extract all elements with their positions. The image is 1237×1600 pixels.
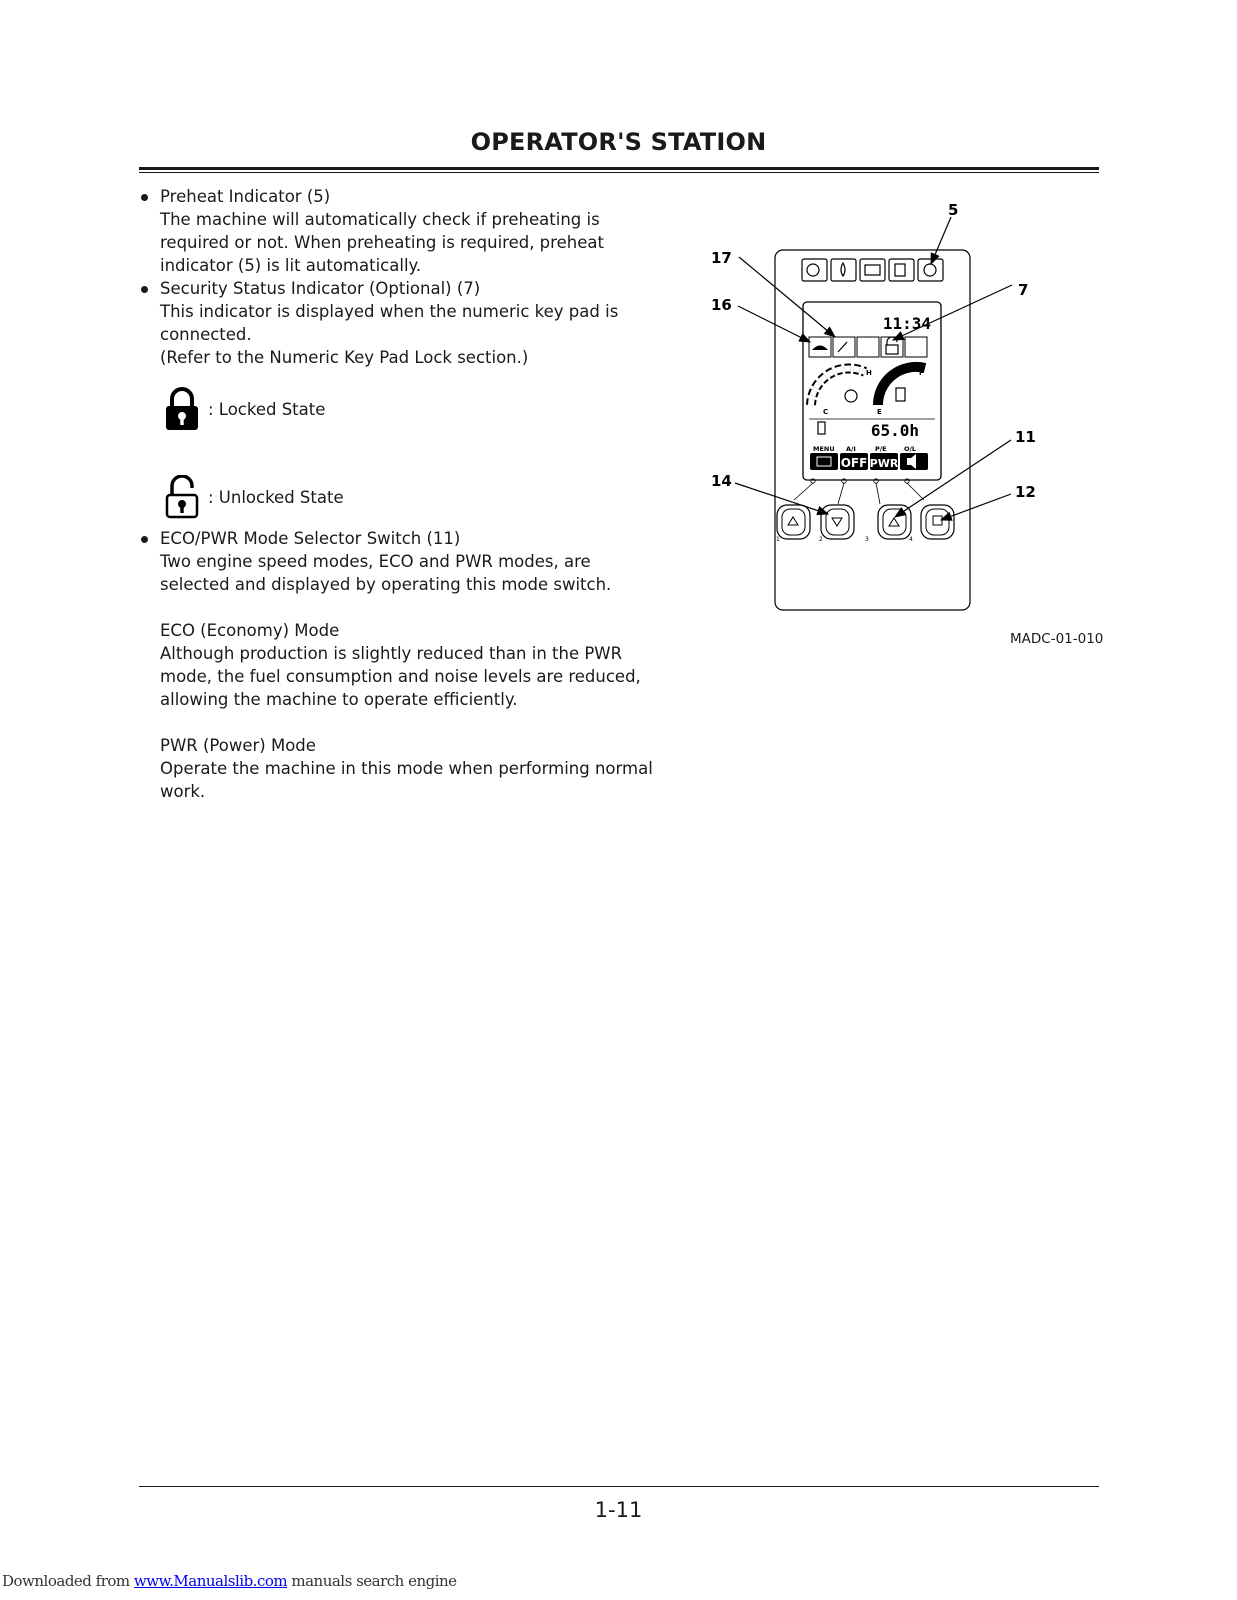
- auto-idle-slot: [833, 337, 855, 357]
- gauge-label-f: F: [919, 369, 924, 377]
- button-number: 4: [909, 536, 913, 543]
- ol-label: O/L: [904, 445, 917, 453]
- callout-5: 5: [948, 201, 959, 219]
- item-line: Two engine speed modes, ECO and PWR modes, are: [160, 552, 591, 571]
- text-column: [140, 185, 660, 803]
- menu-label: MENU: [813, 445, 835, 453]
- pwr-mode-line: work.: [160, 782, 206, 801]
- pwr-mode-line: Operate the machine in this mode when performing normal: [160, 759, 653, 778]
- callout-11: 11: [1015, 428, 1036, 446]
- item-line: This indicator is displayed when the numeric key pad is: [160, 302, 619, 321]
- button-3-face[interactable]: [883, 509, 906, 535]
- page-title: OPERATOR'S STATION: [470, 128, 767, 156]
- button-number: 3: [865, 536, 869, 543]
- hour-meter-readout: 65.0h: [870, 421, 919, 440]
- eco-mode-heading: ECO (Economy) Mode: [160, 621, 340, 640]
- indicator-slot: [889, 259, 914, 281]
- unlocked-state-label: : Unlocked State: [208, 488, 344, 507]
- unlocked-padlock-icon: [162, 475, 202, 519]
- download-footer: [2, 1572, 457, 1590]
- item-heading: Security Status Indicator (Optional) (7): [160, 279, 481, 298]
- gauge-label-e: E: [877, 408, 882, 416]
- download-prefix: Downloaded from: [2, 1572, 134, 1590]
- title-rule-thin: [139, 172, 1099, 173]
- gauge-label-h: H: [866, 369, 872, 377]
- locked-state-label: : Locked State: [208, 400, 326, 419]
- indicator-slot: [802, 259, 827, 281]
- indicator-slot: [918, 259, 943, 281]
- unlocked-state-row: [140, 475, 660, 520]
- item-line: required or not. When preheating is required, preheat: [160, 233, 604, 252]
- list-item-preheat: [140, 185, 660, 277]
- bullet-dot: [141, 536, 148, 543]
- blank-slot: [857, 337, 879, 357]
- locked-state-row: [140, 387, 660, 432]
- button-number: 2: [819, 536, 823, 543]
- manualslib-link[interactable]: www.Manualslib.com: [133, 1572, 288, 1590]
- eco-mode-line: Although production is slightly reduced than in the PWR: [160, 644, 623, 663]
- bullet-dot: [141, 286, 148, 293]
- item-heading: ECO/PWR Mode Selector Switch (11): [160, 529, 461, 548]
- indicator-slot: [831, 259, 856, 281]
- auto-idle-value: OFF: [840, 456, 868, 470]
- power-mode-value: PWR: [869, 457, 899, 470]
- callout-7: 7: [1018, 281, 1029, 299]
- figure-code: MADC-01-010: [1010, 631, 1104, 647]
- indicator-slot: [860, 259, 885, 281]
- item-line: connected.: [160, 325, 252, 344]
- button-2-face[interactable]: [826, 509, 849, 535]
- locked-padlock-icon: [162, 387, 202, 431]
- ai-label: A/I: [846, 445, 856, 453]
- footer-rule: [139, 1486, 1099, 1487]
- monitor-diagram: [705, 200, 1105, 660]
- pe-label: P/E: [875, 445, 887, 453]
- bullet-dot: [141, 194, 148, 201]
- list-item-mode-switch: [140, 527, 660, 803]
- callout-14: 14: [711, 472, 732, 490]
- warning-indicator-strip: [802, 259, 943, 281]
- eco-mode-line: mode, the fuel consumption and noise levels are reduced,: [160, 667, 641, 686]
- callout-16: 16: [711, 296, 732, 314]
- list-item-security: [140, 277, 660, 369]
- button-number: 1: [776, 536, 780, 543]
- item-line: (Refer to the Numeric Key Pad Lock section.): [160, 348, 529, 367]
- title-rule-thick: [139, 167, 1099, 170]
- eco-mode-line: allowing the machine to operate efficiently.: [160, 690, 518, 709]
- item-line: indicator (5) is lit automatically.: [160, 256, 422, 275]
- page-number: 1-11: [594, 1498, 643, 1522]
- blank-slot: [905, 337, 927, 357]
- item-line: The machine will automatically check if preheating is: [160, 210, 600, 229]
- callout-12: 12: [1015, 483, 1036, 501]
- button-1-face[interactable]: [782, 509, 805, 535]
- menu-softkey: [810, 453, 838, 470]
- item-line: selected and displayed by operating this mode switch.: [160, 575, 612, 594]
- button-4-face[interactable]: [926, 509, 949, 535]
- pwr-mode-heading: PWR (Power) Mode: [160, 736, 316, 755]
- download-suffix: manuals search engine: [287, 1572, 457, 1590]
- callout-17: 17: [711, 249, 732, 267]
- item-heading: Preheat Indicator (5): [160, 187, 331, 206]
- clock-readout: 11:34: [882, 314, 931, 333]
- gauge-label-c: C: [823, 408, 829, 416]
